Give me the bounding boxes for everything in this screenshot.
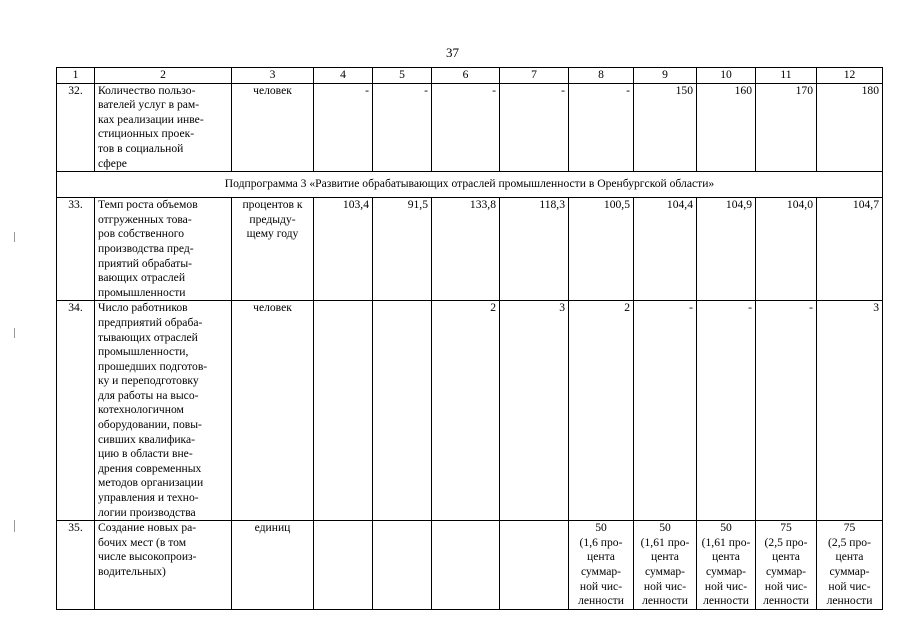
column-number: 7 [500,68,569,84]
page-number: 37 [446,45,459,60]
indicator-value [500,521,569,610]
indicator-value-line: цента [772,550,800,564]
indicator-name [95,198,232,301]
indicator-value: 104,0 [756,198,817,301]
indicator-value-line: цента [651,550,679,564]
indicator-value [314,521,373,610]
indicator-value-line: ной чис- [579,579,623,593]
indicator-value: 118,3 [500,198,569,301]
indicator-value: 104,7 [817,198,883,301]
indicator-value: 180 [817,83,883,172]
indicator-name [95,301,232,521]
indicator-name-line: для работы на высо- [98,388,199,402]
column-number: 8 [569,68,634,84]
column-number: 5 [373,68,432,84]
indicator-value: - [432,83,500,172]
indicator-name-line: Создание новых ра- [98,521,197,535]
table-row [57,521,883,610]
indicator-value: - [314,83,373,172]
indicator-value-line: ленности [763,594,809,608]
indicator-name-line: вателей услуг в рам- [98,98,200,112]
indicator-value: 103,4 [314,198,373,301]
unit-of-measure-line: человек [253,301,292,315]
indicator-value-line: 75 [843,521,856,535]
indicator-value: 104,4 [634,198,697,301]
indicator-name-line: отгруженных това- [98,212,192,226]
table-row [57,301,883,521]
indicator-value: 2 [432,301,500,521]
indicator-value-line: ной чис- [643,579,687,593]
indicator-value: 160 [697,83,756,172]
column-number: 6 [432,68,500,84]
row-number: 32. [57,83,95,172]
unit-of-measure [232,198,314,301]
indicator-name [95,521,232,610]
indicator-value-line: (1,61 про- [640,535,690,549]
indicator-value-line: суммар- [644,565,686,578]
row-number: 33. [57,198,95,301]
indicator-name-line: сивших квалифика- [98,432,196,446]
indicator-value [817,521,883,610]
indicator-name-line: Число работников [98,301,188,315]
column-number: 10 [697,68,756,84]
scan-artifact-mark [14,232,15,242]
column-number: 2 [95,68,232,84]
row-number: 35. [57,521,95,610]
indicator-name-line: цию в области вне- [98,447,193,461]
indicator-value: 104,9 [697,198,756,301]
indicator-value-line: ной чис- [704,579,748,593]
indicator-value [634,521,697,610]
indicator-value: 3 [817,301,883,521]
indicator-value: - [500,83,569,172]
indicator-name-line: числе высокопроиз- [98,550,197,564]
indicator-value-line: ленности [642,594,688,608]
indicator-value: 100,5 [569,198,634,301]
indicator-name-line: логии производства [98,505,196,519]
indicator-value: 133,8 [432,198,500,301]
indicator-value [697,521,756,610]
unit-of-measure-line: щему году [246,227,299,241]
indicator-name-line: тов в социальной [98,141,184,155]
indicator-name-line: тывающих отраслей [98,330,198,344]
row-number: 34. [57,301,95,521]
indicator-value [373,521,432,610]
indicator-value-line: 50 [659,521,671,535]
indicator-value: 170 [756,83,817,172]
indicator-name-line: управления и техно- [98,491,199,505]
indicator-value-line: ной чис- [764,579,808,593]
indicator-value-line: 75 [780,521,792,535]
indicator-name-line: методов организации [98,476,204,490]
indicator-value-line: ленности [578,594,624,608]
indicator-name-line: промышленности, [98,345,189,359]
indicator-value: - [756,301,817,521]
unit-of-measure-line: предыду- [249,212,296,226]
column-number: 9 [634,68,697,84]
indicator-name-line: дрения современных [98,461,202,475]
indicator-name-line: котехнологичном [98,403,184,417]
indicator-value [569,521,634,610]
unit-of-measure [232,521,314,610]
column-number-row [57,68,883,84]
indicator-name-line: прошедших подготов- [98,359,208,373]
indicator-value-line: (2,5 про- [764,535,808,549]
indicator-value-line: ленности [703,594,749,608]
column-number: 4 [314,68,373,84]
table-row [57,83,883,172]
scan-artifact-mark [14,520,15,532]
indicator-name-line: бочих мест (в том [98,535,187,549]
indicator-name-line: Темп роста объемов [98,198,198,212]
indicator-name [95,83,232,172]
indicator-value-line: цента [587,550,615,564]
column-number: 11 [756,68,817,84]
column-number: 1 [57,68,95,84]
unit-of-measure [232,301,314,521]
indicator-name-line: Количество пользо- [98,83,196,97]
indicator-value-line: (1,6 про- [579,535,623,549]
indicator-value-line: цента [835,550,864,564]
indicator-name-line: ку и переподготовку [98,374,199,388]
column-number: 12 [817,68,883,84]
indicator-value-line: суммар- [829,565,870,578]
indicator-value-line: суммар- [705,565,747,578]
indicator-name-line: производства пред- [98,241,194,255]
indicator-name-line: промышленности [98,285,186,299]
indicator-value: - [373,83,432,172]
indicator-value-line: 50 [720,521,732,535]
indicator-value-line: цента [712,550,740,564]
indicator-name-line: сфере [98,156,127,170]
indicator-value-line: суммар- [580,565,622,578]
indicators-table [56,67,883,610]
indicator-value: - [634,301,697,521]
indicator-value: - [697,301,756,521]
indicator-value [314,301,373,521]
indicator-value: 91,5 [373,198,432,301]
unit-of-measure-line: единиц [254,521,291,535]
scan-artifact-mark [14,328,15,338]
subprogram-heading-row [57,172,883,198]
unit-of-measure [232,83,314,172]
indicator-name-line: ках реализации инве- [98,112,204,126]
table-row [57,198,883,301]
indicator-value: - [569,83,634,172]
indicator-value [373,301,432,521]
indicator-name-line: ров собственного [98,227,185,241]
indicator-name-line: водительных) [98,565,166,578]
indicator-value: 150 [634,83,697,172]
indicator-name-line: стиционных проек- [98,127,195,141]
indicator-value-line: (1,61 про- [701,535,751,549]
indicator-value [756,521,817,610]
unit-of-measure-line: процентов к [242,198,303,212]
indicator-value: 2 [569,301,634,521]
column-number: 3 [232,68,314,84]
indicator-value [432,521,500,610]
indicator-value-line: (2,5 про- [828,535,871,549]
indicator-name-line: предприятий обраба- [98,315,203,329]
indicator-value-line: ленности [826,594,873,608]
indicator-value: 3 [500,301,569,521]
indicator-value-line: суммар- [765,565,807,578]
indicator-value-line: ной чис- [828,579,871,593]
subprogram-heading: Подпрограмма 3 «Развитие обрабатывающих отраслей промышленности в Оренбургской области» [57,172,883,198]
unit-of-measure-line: человек [253,83,292,97]
indicator-name-line: оборудовании, повы- [98,418,202,432]
indicator-name-line: приятий обрабаты- [98,256,193,270]
indicator-name-line: вающих отраслей [98,271,186,285]
indicator-value-line: 50 [595,521,607,535]
